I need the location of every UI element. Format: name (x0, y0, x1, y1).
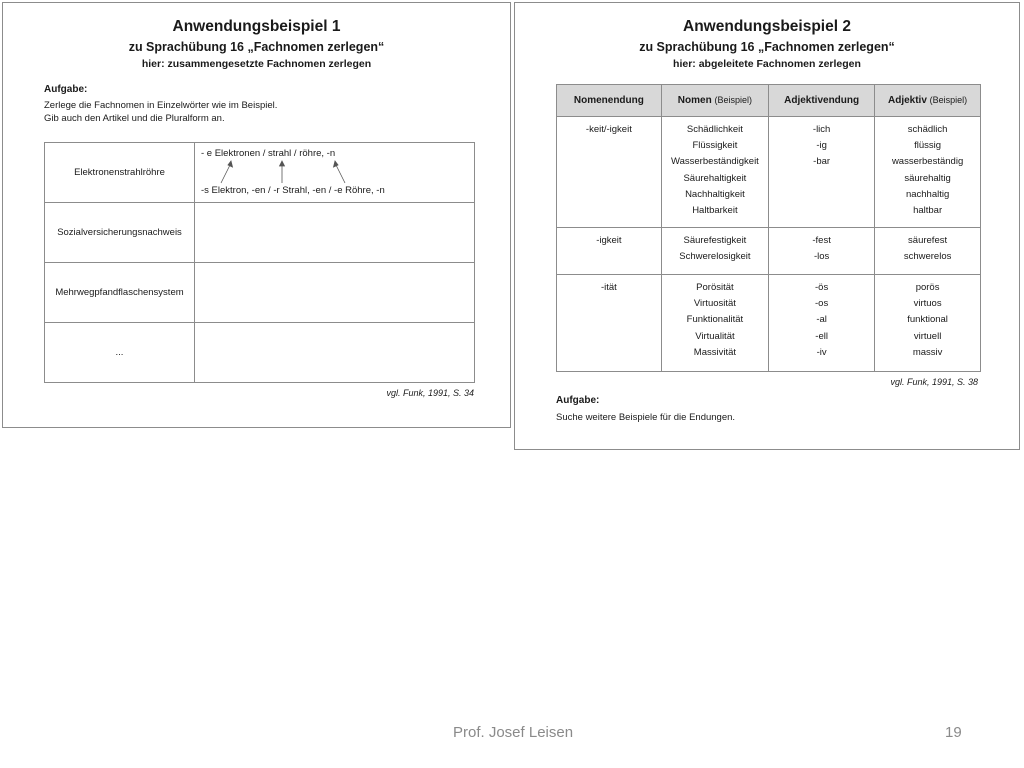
header-noun: Nomen (Beispiel) (661, 85, 768, 117)
exercise-card-1 (2, 2, 511, 428)
card1-citation: vgl. Funk, 1991, S. 34 (386, 388, 474, 398)
adjectives-cell: schädlich flüssig wasserbeständig säurehaltig nachhaltig haltbar (875, 117, 981, 228)
adjectives-cell: porös virtuos funktional virtuell massiv (875, 275, 981, 372)
card1-task-line1: Zerlege die Fachnomen in Einzelwörter wie im Beispiel. (44, 100, 278, 111)
card2-title: Anwendungsbeispiel 2 (683, 18, 851, 35)
term-cell: Sozialversicherungsnachweis (45, 203, 195, 263)
card1-task-line2: Gib auch den Artikel und die Pluralform an. (44, 113, 225, 124)
ending-table (556, 84, 981, 372)
card1-task-label: Aufgabe: (44, 84, 88, 95)
term-cell: Mehrwegpfandflaschensystem (45, 263, 195, 323)
card2-task-text: Suche weitere Beispiele für die Endungen. (556, 412, 736, 423)
adj-endings-cell: -ös -os -al -ell -iv (769, 275, 875, 372)
empty-answer-cell (195, 323, 475, 383)
header-adj-ending: Adjektivendung (769, 85, 875, 117)
adjectives-cell: säurefest schwerelos (875, 228, 981, 275)
table-row (45, 143, 475, 203)
card1-subsubtitle: hier: zusammengesetzte Fachnomen zerlegen (141, 58, 372, 70)
table-row (45, 203, 475, 263)
card1-title: Anwendungsbeispiel 1 (172, 18, 341, 35)
empty-answer-cell (195, 203, 475, 263)
table-row (557, 275, 981, 372)
exercise-card-2 (514, 2, 1020, 450)
term-cell: Elektronenstrahlröhre (45, 143, 195, 203)
card2-task-label: Aufgabe: (556, 395, 600, 406)
card2-subsubtitle: hier: abgeleitete Fachnomen zerlegen (673, 58, 861, 70)
arrow-head (334, 161, 339, 167)
empty-answer-cell (195, 263, 475, 323)
footer-page-number: 19 (945, 724, 962, 741)
ending-cell: -ität (557, 275, 662, 372)
term-cell: ... (45, 323, 195, 383)
decomposition-table (44, 142, 475, 383)
example-cell (195, 143, 475, 203)
nouns-cell: Säurefestigkeit Schwerelosigkeit (661, 228, 768, 275)
card2-citation: vgl. Funk, 1991, S. 38 (890, 377, 978, 387)
card1-task-text (44, 99, 277, 125)
nouns-cell: Schädlichkeit Flüssigkeit Wasserbeständigkeit Säurehaltigkeit Nachhaltigkeit Haltbarkeit (661, 117, 768, 228)
header-adjective: Adjektiv (Beispiel) (875, 85, 981, 117)
example-line-1: - e Elektronen / strahl / röhre, -n (201, 148, 336, 159)
table-row (45, 323, 475, 383)
table-header-row (557, 85, 981, 117)
adj-endings-cell: -fest -los (769, 228, 875, 275)
card1-subtitle: zu Sprachübung 16 „Fachnomen zerlegen“ (128, 40, 385, 54)
header-ending: Nomenendung (557, 85, 662, 117)
table-row (557, 117, 981, 228)
table-row (557, 228, 981, 275)
arrow-head (228, 161, 233, 167)
nouns-cell: Porösität Virtuosität Funktionalität Virtualität Massivität (661, 275, 768, 372)
adj-endings-cell: -lich -ig -bar (769, 117, 875, 228)
card2-subtitle: zu Sprachübung 16 „Fachnomen zerlegen“ (639, 40, 895, 54)
footer-author: Prof. Josef Leisen (453, 724, 574, 741)
ending-cell: -keit/-igkeit (557, 117, 662, 228)
ending-cell: -igkeit (557, 228, 662, 275)
example-line-2: -s Elektron, -en / -r Strahl, -en / -e Röhre, -n (201, 185, 385, 196)
arrow-head (280, 161, 285, 166)
table-row (45, 263, 475, 323)
